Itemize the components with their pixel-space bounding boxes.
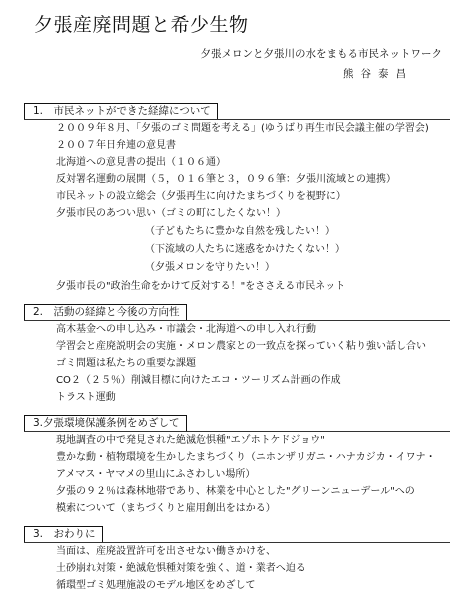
body-line: （下流域の人たちに迷惑をかけたくない！） (145, 244, 345, 255)
body-line: 学習会と産廃説明会の実施・メロン農家との一致点を探っていく粘り強い話し合い (56, 341, 426, 352)
section-heading: 2. 活動の経緯と今後の方向性 (24, 304, 187, 321)
body-line: 夕張市民のあつい思い（ゴミの町にしたくない！） (56, 208, 286, 219)
author-name: 熊谷泰昌 (343, 68, 413, 80)
section-rule (24, 320, 450, 321)
body-line: 市民ネットの設立総会（夕張再生に向けたまちづくりを視野に） (56, 191, 346, 202)
body-line: （子どもたちに豊かな自然を残したい！） (145, 226, 335, 237)
body-line: 反対署名運動の展開（５，０１６筆と３，０９６筆：夕張川流域との連携） (56, 174, 396, 185)
section-rule (24, 119, 450, 120)
body-line: 循環型ゴミ処理施設のモデル地区をめざして (56, 580, 256, 591)
section-rule (24, 431, 450, 432)
section-heading: 1. 市民ネットができた経緯について (24, 103, 218, 120)
body-line: トラスト運動 (56, 392, 116, 403)
body-line: 夕張市長の"政治生命をかけて反対する！"をささえる市民ネット (56, 281, 346, 292)
body-line: 土砂崩れ対策・絶滅危惧種対策を強く、道・業者へ迫る (56, 563, 306, 574)
document-title: 夕張産廃問題と希少生物 (34, 14, 249, 36)
section-rule (24, 542, 450, 543)
body-line: ２００７年日弁連の意見書 (56, 140, 176, 151)
body-line: （夕張メロンを守りたい！） (145, 262, 275, 273)
body-line: ２００９年８月、「夕張のゴミ問題を考える」(ゆうばり再生市民会議主催の学習会) (56, 123, 429, 134)
body-line: 豊かな動・植物環境を生かしたまちづくり（ニホンザリガニ・ハナカジカ・イワナ・ (56, 452, 436, 463)
body-line: 現地調査の中で発見された絶滅危惧種"エゾホトケドジョウ" (56, 435, 325, 446)
body-line: 夕張の９２％は森林地帯であり、林業を中心とした"グリーンニューデール"への (56, 486, 415, 497)
body-line: 高木基金への申し込み・市議会・北海道への申し入れ行動 (56, 324, 316, 335)
body-line: CO２（２５％）削減目標に向けたエコ・ツーリズム計画の作成 (56, 375, 341, 386)
body-line: ゴミ問題は私たちの重要な課題 (56, 358, 196, 369)
body-line: 模索について（まちづくりと雇用創出をはかる） (56, 503, 276, 514)
organization-name: 夕張メロンと夕張川の水をまもる市民ネットワーク (200, 48, 442, 60)
body-line: 北海道への意見書の提出（１０６通） (56, 157, 226, 168)
body-line: アメマス・ヤマメの里山にふさわしい場所） (56, 469, 256, 480)
body-line: 当面は、産廃設置許可を出させない働きかけを、 (56, 546, 276, 557)
section-heading: 3. おわりに (24, 526, 103, 543)
section-heading: 3.夕張環境保護条例をめざして (24, 415, 187, 432)
